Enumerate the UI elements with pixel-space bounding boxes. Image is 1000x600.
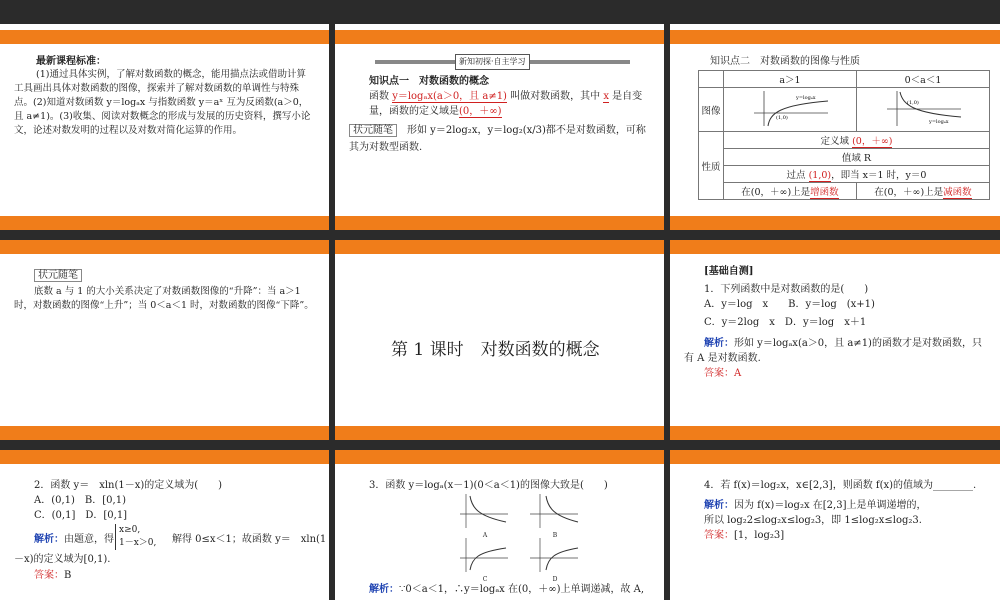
question: 4．若 f(x)＝log₂x，x∈[2,3]，则函数 f(x)的值域为________. <box>704 480 977 491</box>
slide-title[interactable] <box>335 240 664 440</box>
slide-header-band <box>670 30 1000 44</box>
note-tag: 状元随笔 <box>349 124 397 137</box>
graph-d-icon <box>530 538 580 572</box>
slide-footer-band <box>335 426 664 440</box>
analysis-cont: 所以 log₂2≤log₂x≤log₂3，即 1≤log₂x≤log₂3. <box>704 515 922 526</box>
slide-self-test-2[interactable] <box>0 450 329 600</box>
decreasing-log-graph <box>883 89 963 127</box>
knowledge-title: 知识点一 对数函数的概念 <box>369 76 489 87</box>
heading: 最新课程标准： <box>36 56 106 67</box>
options-ab: A．y＝log x B．y＝log (x+1) <box>704 299 875 310</box>
slide-knowledge-1[interactable] <box>335 30 664 230</box>
col-a-lt-1: 0＜a＜1 <box>857 71 990 88</box>
slide-self-test-1[interactable] <box>670 240 1000 440</box>
options-cd: C．y＝2log x D．y＝log x＋1 <box>704 317 867 328</box>
definition-text: 函数 y＝logₐx(a＞0，且 a≠1) 叫做对数函数，其中 x 是自变量，函数的定义域是(0，＋∞) <box>369 91 643 117</box>
options-ab: A．(0,1) B．[0,1) <box>34 495 126 506</box>
answer: 答案：B <box>34 570 72 581</box>
analysis: 解析：因为 f(x)＝log₂x 在[2,3]上是单调递增的， <box>704 500 927 511</box>
increasing-log-graph <box>750 89 830 127</box>
row-divider <box>0 230 1000 240</box>
slide-header-band <box>0 240 329 254</box>
top-bar <box>0 0 1000 24</box>
graph-point-label: (1,0) <box>776 115 788 121</box>
slide-footer-band <box>335 216 664 230</box>
analysis-label: 解析：由题意，得 <box>34 534 114 545</box>
equation-system: x≥0, 1－x＞0, <box>115 524 156 550</box>
answer: 答案：[1，log₂3] <box>704 530 785 541</box>
slide-course-standards[interactable] <box>0 30 329 230</box>
question: 1．下列函数中是对数函数的是( ) <box>704 284 869 295</box>
graph-c-icon <box>460 538 510 572</box>
slide-footer-band <box>670 426 1000 440</box>
slide-footer-band <box>0 426 329 440</box>
row-prop-label: 性质 <box>699 132 724 200</box>
knowledge-title: 知识点二 对数函数的图像与性质 <box>710 56 860 67</box>
slide-self-test-4[interactable] <box>670 450 1000 600</box>
slide-self-test-3[interactable] <box>335 450 664 600</box>
slide-header-band <box>335 30 664 44</box>
range-cell: 值域 R <box>724 149 990 166</box>
graph-point-label: (1,0) <box>907 100 919 106</box>
slide-note[interactable] <box>0 240 329 440</box>
lesson-title: 第 1 课时 对数函数的概念 <box>391 340 600 360</box>
graph-a-icon <box>460 494 510 528</box>
note-body: 底数 a 与 1 的大小关系决定了对数函数图像的“升降”：当 a＞1 时，对数函数的图像“上升”；当 0＜a＜1 时，对数函数的图像“下降”。 <box>14 286 314 311</box>
row-graph-label: 图像 <box>699 88 724 132</box>
analysis-cont: 解得 0≤x＜1；故函数 y＝ xln(1 <box>172 534 327 545</box>
banner: 新知初探·自主学习 <box>455 54 530 70</box>
slide-header-band <box>670 240 1000 254</box>
options-cd: C．(0,1] D．[0,1] <box>34 510 128 521</box>
slide-knowledge-2[interactable] <box>670 30 1000 230</box>
slide-header-band <box>670 450 1000 464</box>
standards-text: (1)通过具体实例，了解对数函数的概念，能用描点法或借助计算工具画出具体对数函数的图像，探索并了解对数函数的单调性与特殊点。(2)知道对数函数 y＝logₐx 与指数函数 y＝aˣ 互为反函数(a＞0，且 a≠1)。(3)收集、阅读对数概念的形成与发展的历史资料，撰写小论文，论述对数发明的过程以及对数对简化运算的作用。 <box>14 69 311 136</box>
graph-b-icon <box>530 494 580 528</box>
choice-c[interactable]: C <box>460 538 510 584</box>
choice-d[interactable]: D <box>530 538 580 584</box>
col-a-gt-1: a＞1 <box>724 71 857 88</box>
slide-footer-band <box>670 216 1000 230</box>
slide-header-band <box>0 30 329 44</box>
property-table: a＞1 0＜a＜1 图像 y=logₐx (1,0) y=logₐx (1,0) 性质 定义域 (0，＋∞) 值域 R 过点 (1,0)，即当 x＝1 时，y＝0 在(0，＋∞)上是增函数 在(0，＋∞)上是减函数 <box>698 70 990 200</box>
graph-label: y=logₐx <box>929 119 949 125</box>
choice-b[interactable]: B <box>530 494 580 540</box>
slide-footer-band <box>0 216 329 230</box>
analysis: 解析：形如 y＝logₐx(a＞0，且 a≠1)的函数才是对数函数，只有 A 是对数函数. <box>684 338 982 364</box>
note-tag: 状元随笔 <box>34 269 82 282</box>
question: 2．函数 y＝ xln(1－x)的定义域为( ) <box>34 480 223 491</box>
self-test-tag: [基础自测] <box>704 266 754 277</box>
analysis: 解析：∵0＜a＜1，∴y＝logₐx 在(0，＋∞)上单调递减，故 A, <box>369 584 645 595</box>
choice-a[interactable]: A <box>460 494 510 540</box>
analysis-end: －x)的定义域为[0,1). <box>14 554 111 565</box>
slide-header-band <box>335 240 664 254</box>
answer: 答案：A <box>704 368 742 379</box>
question: 3．函数 y＝logₐ(x－1)(0＜a＜1)的图像大致是( ) <box>369 480 608 491</box>
note-text: 状元随笔 形如 y＝2log₂x，y＝log₂(x/3)都不是对数函数，可称其为对数型函数. <box>349 125 646 153</box>
slide-header-band <box>0 450 329 464</box>
graph-label: y=logₐx <box>796 95 816 101</box>
row-divider <box>0 440 1000 450</box>
slide-header-band <box>335 450 664 464</box>
